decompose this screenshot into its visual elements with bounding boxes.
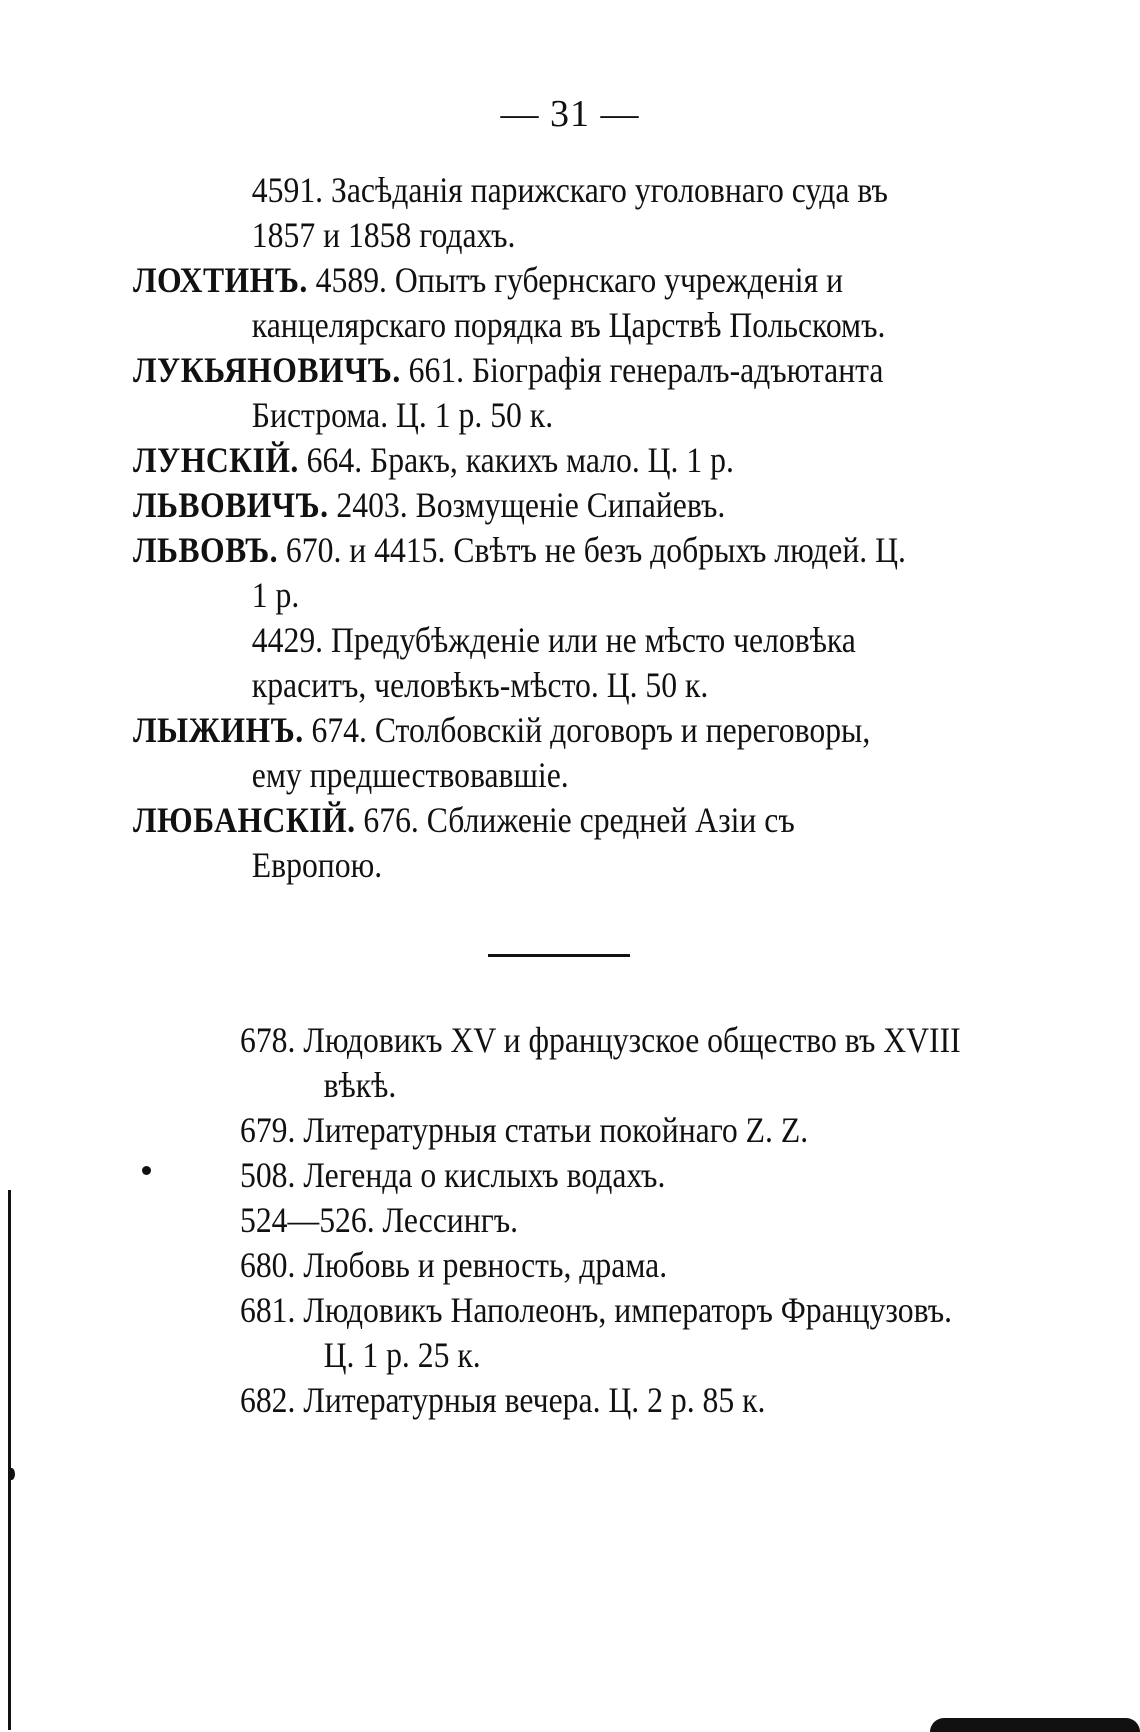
entry-text: 676. Сближеніе средней Азіи съ Европою.: [251, 800, 795, 885]
entry-author: ЛЫЖИНЪ.: [133, 710, 304, 750]
entry-text: 4429. Предубѣжденіе или не мѣсто человѣка краситъ, человѣкъ-мѣсто. Ц. 50 к.: [251, 620, 856, 705]
index-entry: [133, 168, 907, 258]
entry-author: ЛЮБАНСКІЙ.: [133, 800, 356, 840]
entry-text: 664. Бракъ, какихъ мало. Ц. 1 р.: [298, 440, 734, 480]
index-entry: 680. Любовь и ревность, драма.: [240, 1245, 668, 1285]
index-entry: [133, 708, 907, 798]
index-entry: [133, 483, 907, 528]
index-entry: 679. Литературныя статьи покойнаго Z. Z.: [240, 1110, 809, 1150]
entry-text: 4591. Засѣданія парижскаго уголовнаго суда въ 1857 и 1858 годахъ.: [251, 170, 888, 255]
entry-author: ЛЬВОВЪ.: [133, 530, 279, 570]
author-index-top: [133, 168, 907, 888]
entry-text: 4589. Опытъ губернскаго учрежденія и канцелярскаго порядка въ Царствѣ Польскомъ.: [251, 260, 886, 345]
entry-text: 674. Столбовскій договоръ и переговоры, ему предшествовавшіе.: [251, 710, 871, 795]
entry-author: ЛУКЬЯНОВИЧЪ.: [133, 350, 401, 390]
index-entry: [133, 348, 907, 438]
index-entry: 524—526. Лессингъ.: [240, 1200, 519, 1240]
entry-text: 2403. Возмущеніе Сипайевъ.: [328, 485, 726, 525]
scan-dot: [142, 1166, 151, 1175]
index-entry: 681. Людовикъ Наполеонъ, императоръ Французовъ. Ц. 1 р. 25 к.: [240, 1290, 953, 1375]
index-entry: [133, 798, 907, 888]
entry-text: 670. и 4415. Свѣтъ не безъ добрыхъ людей. Ц. 1 р.: [251, 530, 906, 615]
page-number: — 31 —: [500, 93, 640, 135]
index-entry: [133, 438, 907, 483]
index-entry: [133, 258, 907, 348]
index-entry: [133, 618, 907, 708]
entry-author: ЛУНСКІЙ.: [133, 440, 299, 480]
entry-author: ЛОХТИНЪ.: [133, 260, 308, 300]
scan-corner-mark: [930, 1718, 1140, 1732]
entry-text: 661. Біографія генералъ-адъютанта Бистрома. Ц. 1 р. 50 к.: [251, 350, 884, 435]
scan-dot: [8, 1468, 15, 1480]
scan-edge-mark: [8, 1190, 11, 1730]
index-entry: [133, 528, 907, 618]
entry-author: ЛЬВОВИЧЪ.: [133, 485, 329, 525]
title-index-bottom: [240, 1018, 962, 1423]
index-entry: 508. Легенда о кислыхъ водахъ.: [240, 1155, 666, 1195]
index-entry: 678. Людовикъ XV и французское общество въ XVIII вѣкѣ.: [240, 1020, 961, 1105]
section-divider: [488, 954, 630, 957]
index-entry: 682. Литературныя вечера. Ц. 2 р. 85 к.: [240, 1380, 766, 1420]
